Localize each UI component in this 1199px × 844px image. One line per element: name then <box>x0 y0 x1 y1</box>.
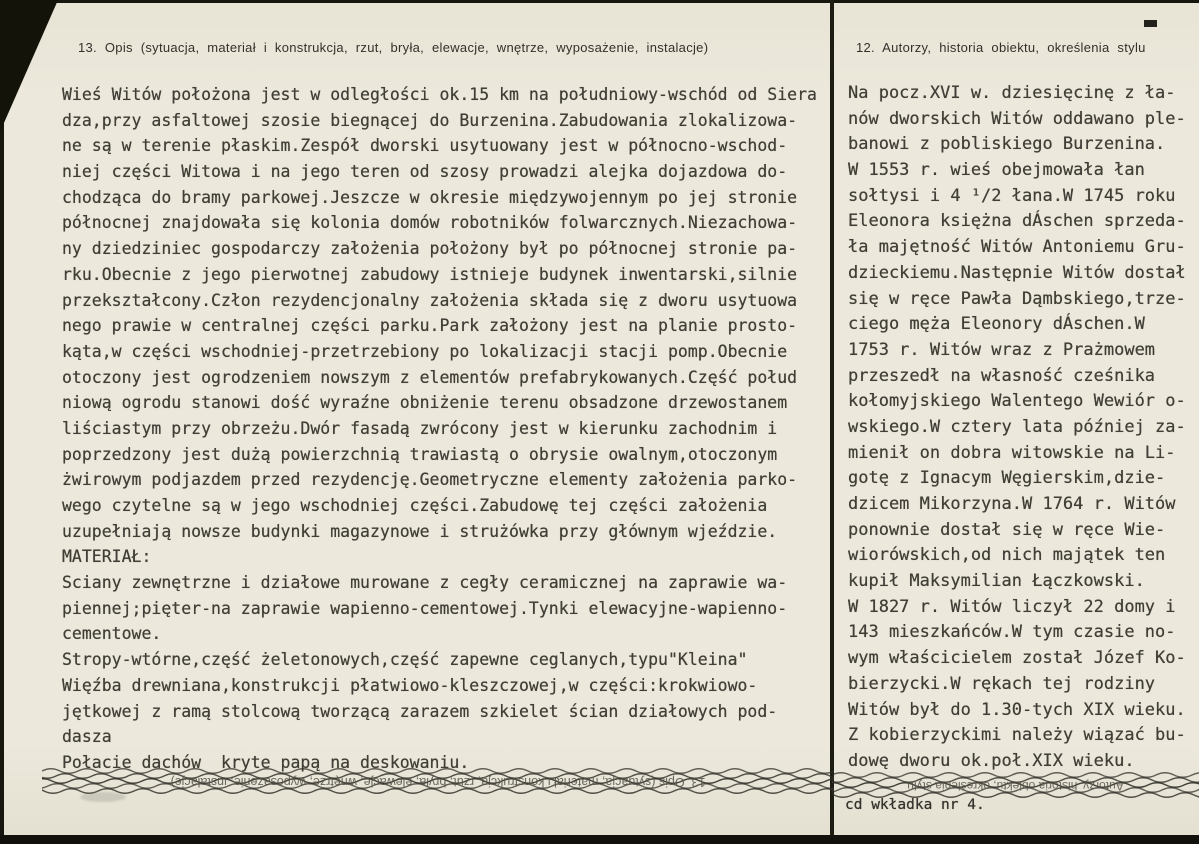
typed-line: przeszedł na własność cześnika <box>848 365 1156 386</box>
scan-edge-top <box>0 0 1199 3</box>
typed-line: 1753 r. Witów wraz z Prażmowem <box>848 339 1156 360</box>
typed-line: niej części Witowa i na jego teren od szosy prowadzi alejka dojazdowa do- <box>62 162 788 182</box>
column-divider-line <box>830 0 834 835</box>
typed-line: sołtysi i 4 ¹/2 łana.W 1745 roku <box>848 185 1176 206</box>
typed-line: ny dziedziniec gospodarczy założenia położony był po północnej stronie pa- <box>62 239 798 259</box>
typed-line: piennej;pięter-na zaprawie wapienno-cementowej.Tynki elewacyjne-wapienno- <box>62 598 788 618</box>
typed-line: dowę dworu ok.poł.XIX wieku. <box>848 750 1135 771</box>
typed-line: chodząca do bramy parkowej.Jeszcze w okresie międzywojennym po jej stronie <box>62 187 798 207</box>
typed-line: Eleonora księżna dÁschen sprzeda- <box>848 211 1186 232</box>
typed-line: wego czytelne są w jego wschodniej części.Zabudowę tej części założenia <box>62 496 768 515</box>
typed-line: rku.Obecnie z jego pierwotnej zabudowy istnieje budynek inwentarski,silnie <box>62 264 798 284</box>
typed-line: żwirowym podjazdem przed rezydencję.Geometryczne elementy założenia parko- <box>62 470 798 490</box>
section-13-header: 13. Opis (sytuacja, materiał i konstrukcja, rzut, bryła, elewacje, wnętrze, wyposażenie, instalacje) <box>78 40 709 55</box>
typed-line: Więźba drewniana,konstrukcji płatwiowo-kleszczowej,w części:krokwiowo- <box>62 675 758 695</box>
typed-line: Na pocz.XVI w. dziesięcinę z ła- <box>848 83 1176 103</box>
typed-line: ła majętność Witów Antoniemu Gru- <box>848 237 1186 258</box>
typed-line: kołomyjskiego Walentego Wewiór o- <box>848 391 1186 412</box>
typed-line: Wieś Witów położona jest w odległości ok.15 km na południowy-wschód od Siera <box>62 85 817 104</box>
typed-line: 143 mieszkańców.W tym czasie no- <box>848 622 1176 643</box>
typed-line: otoczony jest ogrodzeniem nowszym z elementów prefabrykowanych.Część połud <box>62 367 798 387</box>
typed-line: Stropy-wtórne,część żeletonowych,część zapewne ceglanych,typu"Kleina" <box>62 650 748 670</box>
typed-line: ciego męża Eleonory dÁschen.W <box>848 314 1145 335</box>
typed-line: bierzycki.W rękach tej rodziny <box>848 673 1156 694</box>
typed-line: nego prawie w centralnej części parku.Park założony jest na planie prosto- <box>62 316 798 336</box>
typed-line: dzieckiemu.Następnie Witów dostał <box>848 262 1186 283</box>
typed-line: Witów był do 1.30-tych XIX wieku. <box>848 699 1186 720</box>
mirrored-bleed-text: Autorzy, historia obiektu, określenia stylu <box>907 779 1124 793</box>
typed-line: przekształcony.Człon rezydencjonalny założenia składa się z dworu usytuowa <box>62 290 798 310</box>
typed-line: jętkowej z ramą stolcową tworzącą zarazem szkielet ścian działowych pod- <box>62 701 778 721</box>
typed-line: wiorówskich,od nich majątek ten <box>848 545 1166 566</box>
scan-artifact-mark <box>1144 20 1157 27</box>
typed-line: nów dworskich Witów oddawano ple- <box>848 108 1186 129</box>
typed-line: wskiego.W cztery lata później za- <box>848 416 1186 437</box>
typed-line: uzupełniają nowsze budynki magazynowe i strużówka przy głównym wjeździe. <box>62 521 778 541</box>
typed-line: dasza <box>62 727 112 747</box>
typed-line: ponownie dostał się w ręce Wie- <box>848 519 1166 540</box>
typed-line: dzicem Mikorzyna.W 1764 r. Witów <box>848 494 1176 514</box>
typed-line: ne są w terenie płaskim.Zespół dworski usytuowany jest w północno-wschod- <box>62 136 788 156</box>
description-text-column <box>62 82 817 776</box>
typed-line: gotę z Ignacym Węgierskim,dzie- <box>848 468 1166 489</box>
typed-line: Sciany zewnętrzne i działowe murowane z cegły ceramicznej na zaprawie wa- <box>62 573 788 593</box>
history-text-column <box>848 81 1186 775</box>
typed-line: kupił Maksymilian Łączkowski. <box>848 571 1145 592</box>
typed-line: niową ogrodu stanowi dość wyraźne obniżenie terenu obsadzone drzewostanem <box>62 393 788 413</box>
crossed-out-strip-left <box>42 766 834 798</box>
continuation-note: cd wkładka nr 4. <box>845 797 985 813</box>
typed-line: wym właścicielem został Józef Ko- <box>848 648 1186 669</box>
typed-line: MATERIAŁ: <box>62 547 152 567</box>
typed-line: dza,przy asfaltowej szosie biegnącej do Burzenina.Zabudowania zlokalizowa- <box>62 110 798 130</box>
typed-line: liściastym przy obrzeżu.Dwór fasadą zwrócony jest w kierunku zachodnim i <box>62 418 778 438</box>
paper-smudge <box>80 792 126 802</box>
mirrored-bleed-text: 13. Opis (sytuacja, materiał i konstrukcja, rzut, bryła, elewacje, wnętrze, wyposażenie, instalacje) <box>170 775 706 789</box>
typed-line: Połacie dachów kryte papą na deskowaniu. <box>62 752 470 772</box>
section-12-header: 12. Autorzy, historia obiektu, określenia stylu <box>856 40 1146 55</box>
typed-line: poprzedzony jest dużą powierzchnią trawiastą o obrysie owalnym,otoczonym <box>62 444 778 464</box>
typed-line: Z kobierzyckimi należy wiązać bu- <box>848 725 1186 746</box>
typed-line: mienił on dobra witowskie na Li- <box>848 442 1176 463</box>
typed-line: W 1553 r. wieś obejmowała łan <box>848 160 1145 181</box>
typed-line: banowi z pobliskiego Burzenina. <box>848 134 1166 155</box>
typed-line: cementowe. <box>62 624 162 644</box>
scan-edge-bottom <box>0 835 1199 844</box>
typed-line: północnej znajdowała się kolonia domów robotników folwarcznych.Niezachowa- <box>62 213 798 233</box>
typed-line: kąta,w części wschodniej-przetrzebiony po lokalizacji stacji pomp.Obecnie <box>62 341 788 361</box>
typed-line: W 1827 r. Witów liczył 22 domy i <box>848 596 1176 617</box>
typed-line: się w ręce Pawła Dąmbskiego,trze- <box>848 288 1186 309</box>
